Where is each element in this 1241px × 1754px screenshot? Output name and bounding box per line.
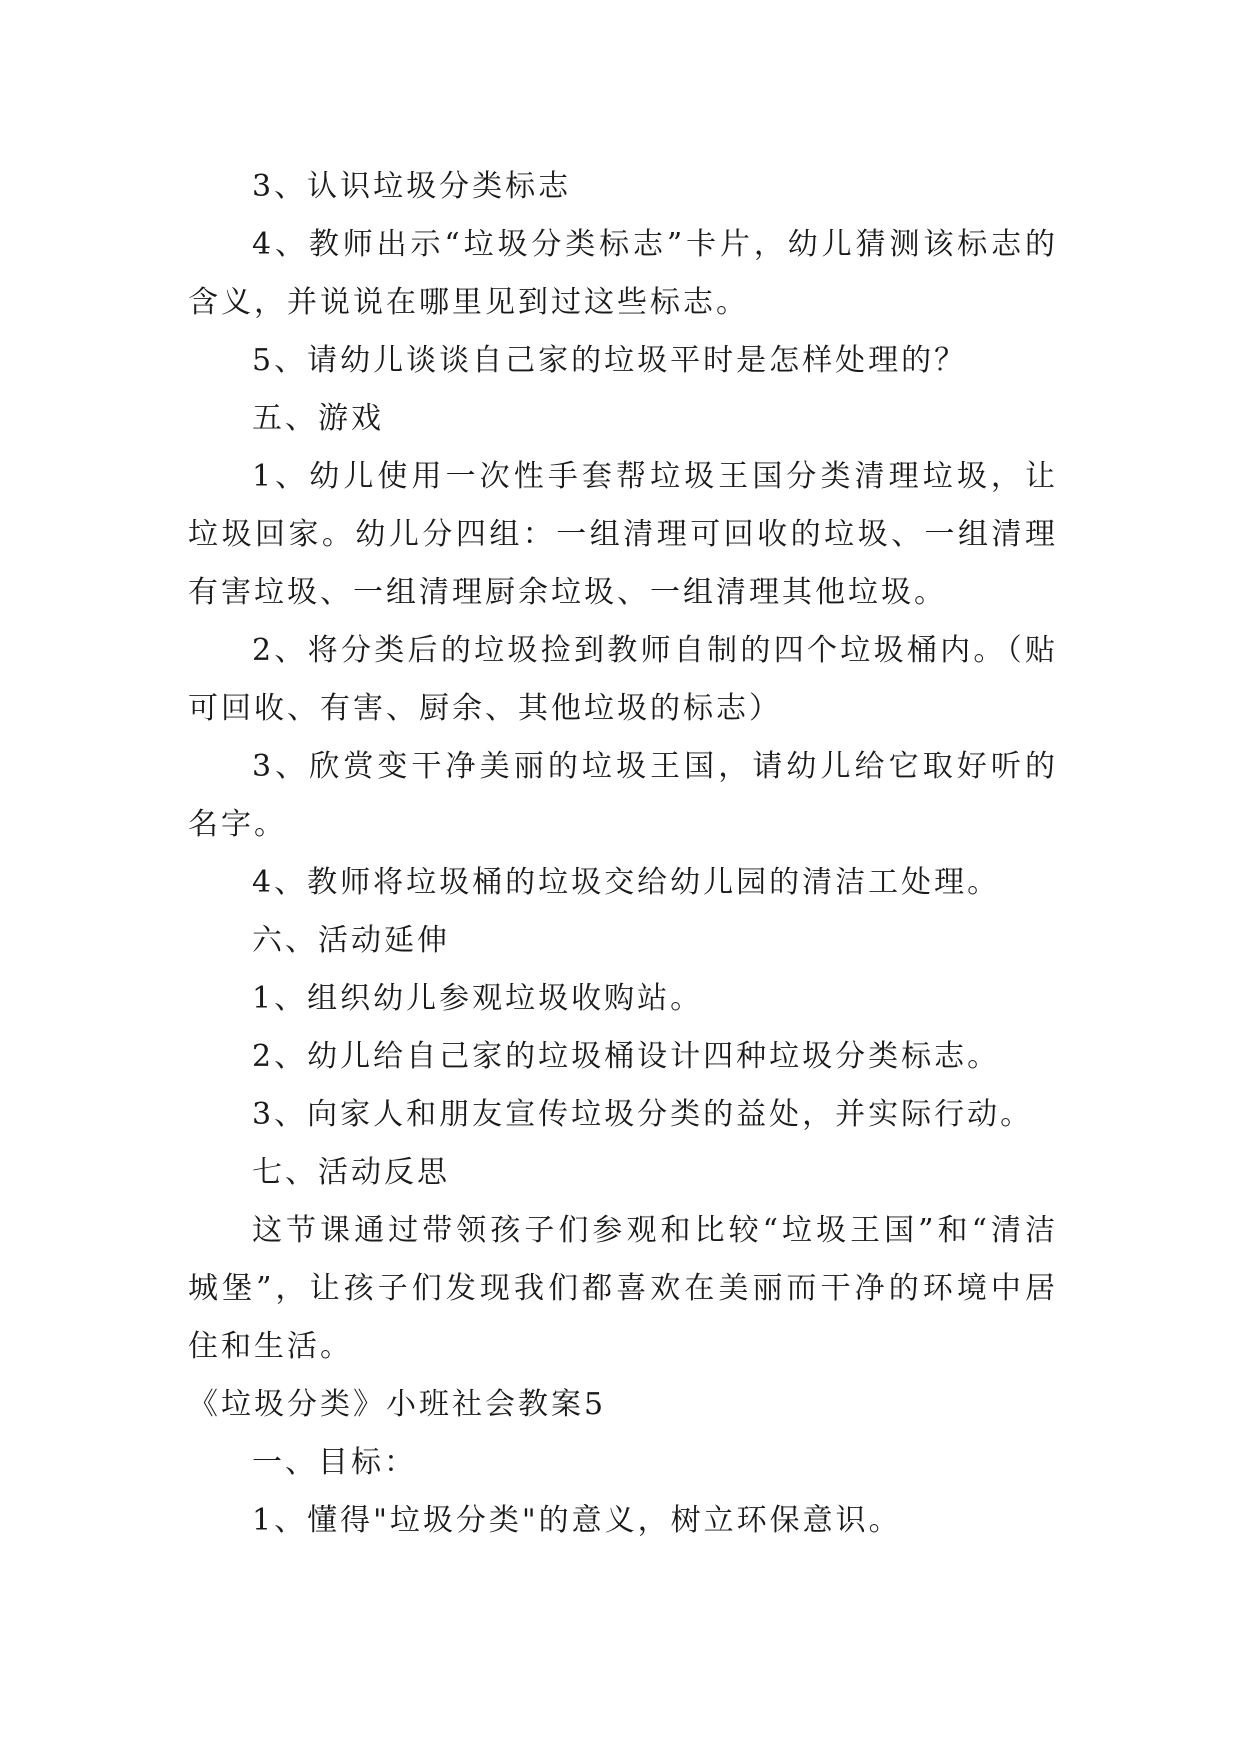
document-page [188, 158, 1058, 1550]
section-heading-reflection: 七、活动反思 [252, 1155, 450, 1190]
paragraph-goal-1: 1、懂得"垃圾分类"的意义，树立环保意识。 [252, 1503, 902, 1538]
paragraph-game-step-4: 4、教师将垃圾桶的垃圾交给幼儿园的清洁工处理。 [252, 865, 1001, 900]
section-heading-extension: 六、活动延伸 [252, 923, 450, 958]
section-heading-game: 五、游戏 [252, 401, 384, 436]
paragraph-reflection: 这节课通过带领孩子们参观和比较“垃圾王国”和“清洁城堡”，让孩子们发现我们都喜欢在美丽而干净的环境中居住和生活。 [188, 1213, 1058, 1364]
lesson-plan-title: 《垃圾分类》小班社会教案5 [188, 1387, 607, 1422]
paragraph-extension-step-2: 2、幼儿给自己家的垃圾桶设计四种垃圾分类标志。 [252, 1039, 1001, 1074]
paragraph-extension-step-3: 3、向家人和朋友宣传垃圾分类的益处，并实际行动。 [252, 1097, 1034, 1132]
paragraph-game-step-1: 1、幼儿使用一次性手套帮垃圾王国分类清理垃圾，让垃圾回家。幼儿分四组：一组清理可回收的垃圾、一组清理有害垃圾、一组清理厨余垃圾、一组清理其他垃圾。 [188, 459, 1058, 610]
paragraph-step-4-show-cards: 4、教师出示“垃圾分类标志”卡片，幼儿猜测该标志的含义，并说说在哪里见到过这些标志。 [188, 227, 1058, 320]
section-heading-goals: 一、目标： [252, 1445, 417, 1480]
paragraph-game-step-2: 2、将分类后的垃圾捡到教师自制的四个垃圾桶内。（贴可回收、有害、厨余、其他垃圾的标志） [188, 633, 1058, 726]
paragraph-extension-step-1: 1、组织幼儿参观垃圾收购站。 [252, 981, 704, 1016]
paragraph-game-step-3: 3、欣赏变干净美丽的垃圾王国，请幼儿给它取好听的名字。 [188, 749, 1058, 842]
paragraph-step-5-discuss-home: 5、请幼儿谈谈自己家的垃圾平时是怎样处理的？ [252, 343, 968, 378]
paragraph-step-3-recognize-signs: 3、认识垃圾分类标志 [252, 169, 572, 204]
